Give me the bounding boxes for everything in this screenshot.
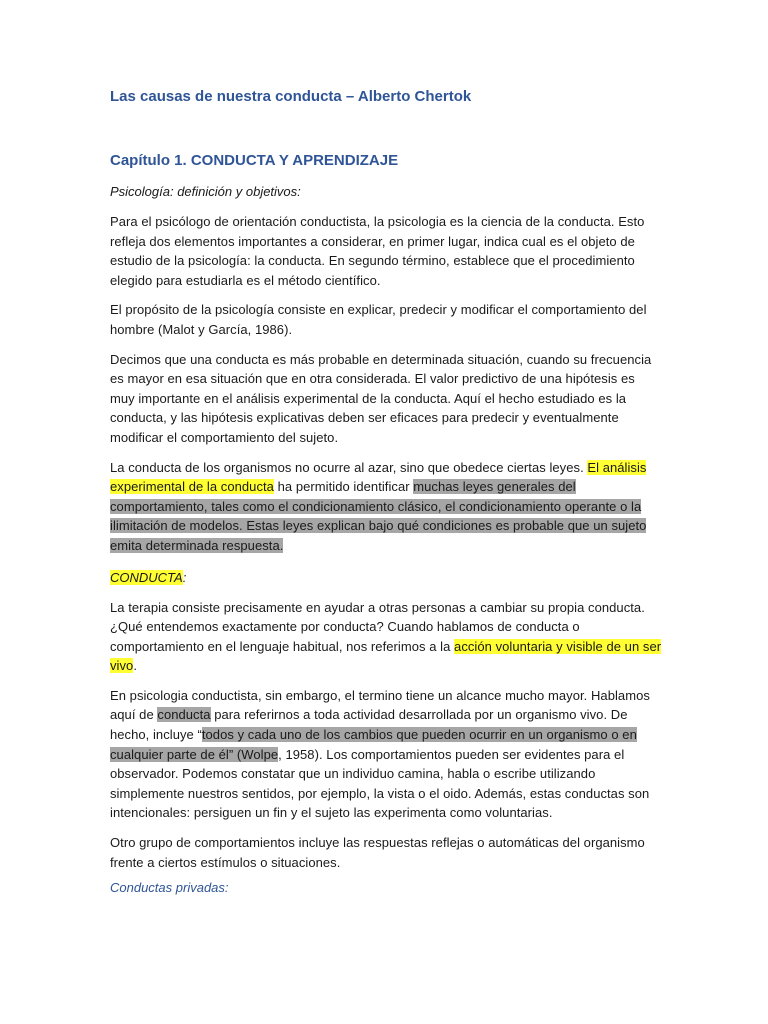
- section-heading-definition: Psicología: definición y objetivos:: [110, 184, 301, 199]
- paragraph-6-text-3: , 1958). Los comportamientos pueden ser evidentes para el observador. Podemos constatar que un individuo camina, habla o escribe utilizando simplemente nuestros sentidos, por ejemplo, la vista o el oido. Además, estas conductas son intencionales: persiguen un fin y el sujeto las experimenta como voluntarias.: [110, 746, 650, 821]
- chapter-title: Capítulo 1. CONDUCTA Y APRENDIZAJE: [110, 152, 399, 169]
- paragraph-5-text-1: La terapia consiste precisamente en ayudar a otras personas a cambiar su propia conducta. ¿Qué entendemos exactamente por conducta? Cuando hablamos de conducta o comportamiento en el lenguaje habitual, nos referimos a la: [110, 599, 645, 654]
- paragraph-6-text-1: En psicologia conductista, sin embargo, el termino tiene un alcance mucho mayor. Hablamos aquí de: [110, 687, 650, 723]
- paragraph-6-text-2: para referirnos a toda actividad desarrollada por un organismo vivo. De hecho, incluye “: [110, 707, 628, 743]
- document-title: Las causas de nuestra conducta – Alberto Chertok: [110, 88, 472, 105]
- section-heading-conductas-privadas: Conductas privadas:: [110, 880, 229, 896]
- highlight-gray-quote: todos y cada uno de los cambios que pueden ocurrir en un organismo o en cualquier parte de él” (Wolpe: [110, 727, 637, 762]
- highlight-gray-leyes: muchas leyes generales del comportamiento, tales como el condicionamiento clásico, el condicionamiento operante o la ilimitación de modelos. Estas leyes explican bajo qué condiciones es probable que un sujeto emita determinada respuesta.: [110, 479, 647, 553]
- paragraph-1: Para el psicólogo de orientación conductista, la psicologia es la ciencia de la conducta. Esto refleja dos elementos importantes a considerar, en primer lugar, indica cual es el objeto de estudio de la psicología: la conducta. En segundo término, establece que el procedimiento elegido para estudiarla es el método científico.: [110, 214, 645, 288]
- paragraph-6: [110, 686, 662, 823]
- document-page: [110, 82, 662, 898]
- highlight-yellow-conducta-label: CONDUCTA: [110, 569, 183, 585]
- highlight-yellow-accion: acción voluntaria y visible de un ser vivo: [110, 638, 662, 674]
- conducta-label-colon: :: [182, 569, 187, 585]
- paragraph-7: Otro grupo de comportamientos incluye las respuestas reflejas o automáticas del organismo frente a ciertos estímulos o situaciones.: [110, 835, 645, 870]
- paragraph-5-text-2: .: [133, 658, 137, 674]
- paragraph-3: Decimos que una conducta es más probable en determinada situación, cuando su frecuencia es mayor en esa situación que en otra considerada. El valor predictivo de una hipótesis es muy importante en el análisis experimental de la conducta. Aquí el hecho estudiado es la conducta, y las hipótesis explicativas deben ser eficaces para predecir y eventualmente modificar el comportamiento del sujeto.: [110, 351, 652, 445]
- paragraph-4-text-1: La conducta de los organismos no ocurre al azar, sino que obedece ciertas leyes.: [110, 459, 588, 475]
- paragraph-5: [110, 598, 662, 676]
- paragraph-4-text-2: ha permitido identificar: [273, 479, 414, 495]
- highlight-yellow-analisis: El análisis experimental de la conducta: [110, 459, 647, 495]
- paragraph-2: El propósito de la psicología consiste en explicar, predecir y modificar el comportamiento del hombre (Malot y García, 1986).: [110, 302, 647, 337]
- paragraph-4: [110, 458, 662, 556]
- highlight-gray-conducta: conducta: [157, 707, 211, 723]
- section-label-conducta: [110, 568, 662, 588]
